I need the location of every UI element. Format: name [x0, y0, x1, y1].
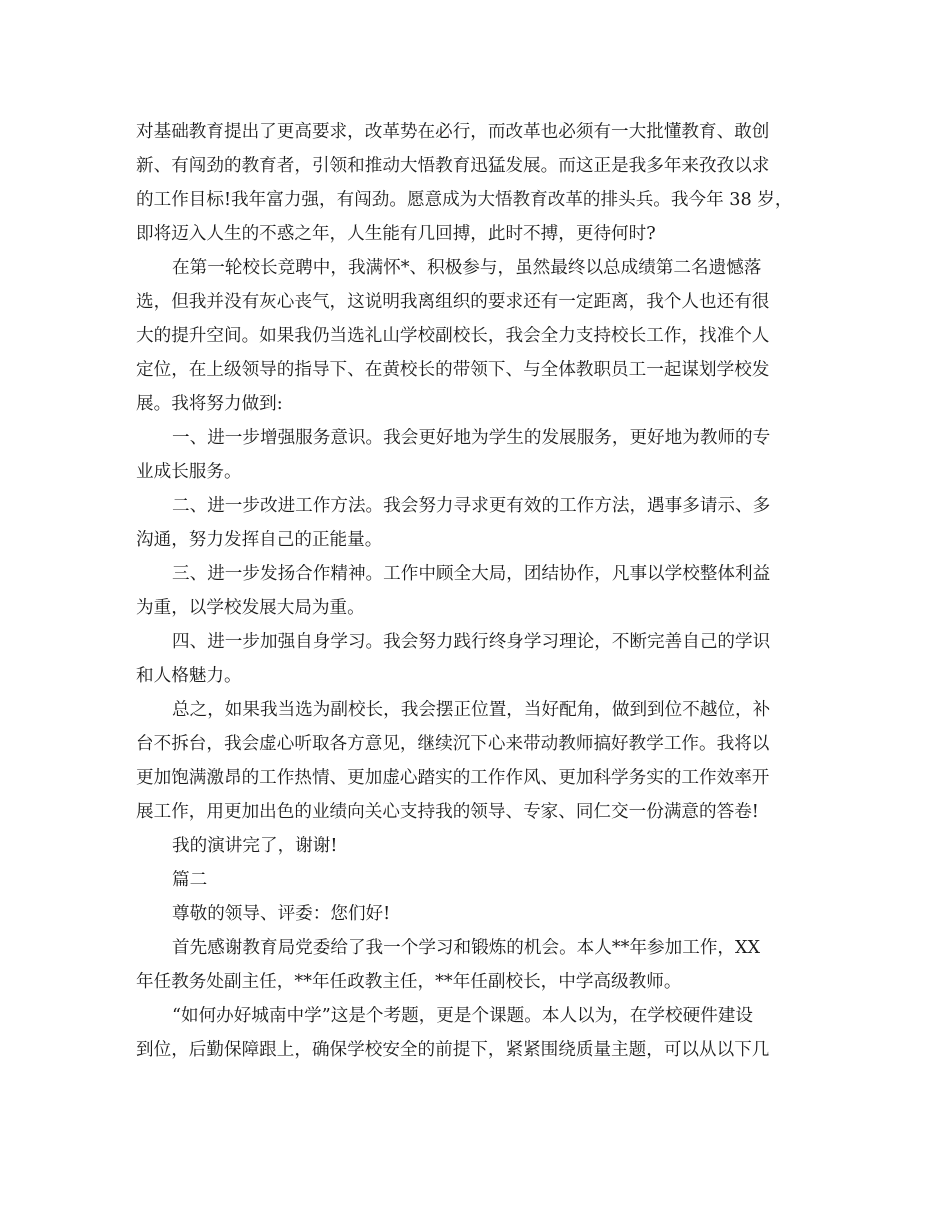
- text-line: 业成长服务。: [136, 462, 242, 482]
- text-line: 三、进一步发扬合作精神。工作中顾全大局，团结协作，凡事以学校整体利益: [172, 564, 771, 584]
- text-line: 总之，如果我当选为副校长，我会摆正位置，当好配角，做到到位不越位，补: [172, 700, 771, 720]
- text-line: 首先感谢教育局党委给了我一个学习和锻炼的机会。本人**年参加工作，XX: [172, 938, 761, 958]
- text-line: 二、进一步改进工作方法。我会努力寻求更有效的工作方法，遇事多请示、多: [172, 496, 771, 516]
- text-line: 新、有闯劲的教育者，引领和推动大悟教育迅猛发展。而这正是我多年来孜孜以求: [136, 156, 770, 176]
- text-line: 展工作，用更加出色的业绩向关心支持我的领导、专家、同仁交一份满意的答卷!: [136, 802, 759, 822]
- text-line: “如何办好城南中学”这是个考题，更是个课题。本人以为，在学校硬件建设: [172, 1006, 753, 1026]
- text-line: 四、进一步加强自身学习。我会努力践行终身学习理论，不断完善自己的学识: [172, 632, 771, 652]
- text-line: 台不拆台，我会虚心听取各方意见，继续沉下心来带动教师搞好教学工作。我将以: [136, 734, 770, 754]
- text-line: 为重，以学校发展大局为重。: [136, 598, 365, 618]
- text-line: 大的提升空间。如果我仍当选礼山学校副校长，我会全力支持校长工作，找准个人: [136, 326, 770, 346]
- text-line: 对基础教育提出了更高要求，改革势在必行，而改革也必须有一大批懂教育、敢创: [136, 122, 770, 142]
- text-line: 到位，后勤保障跟上，确保学校安全的前提下，紧紧围绕质量主题，可以从以下几: [136, 1040, 770, 1060]
- text-line: 展。我将努力做到:: [136, 394, 283, 414]
- text-line: 在第一轮校长竞聘中，我满怀*、积极参与，虽然最终以总成绩第二名遗憾落: [172, 258, 762, 278]
- text-line: 和人格魅力。: [136, 666, 242, 686]
- text-line: 定位，在上级领导的指导下、在黄校长的带领下、与全体教职员工一起谋划学校发: [136, 360, 770, 380]
- text-line: 更加饱满激昂的工作热情、更加虚心踏实的工作作风、更加科学务实的工作效率开: [136, 768, 770, 788]
- section-heading: 篇二: [172, 870, 208, 890]
- salutation: 尊敬的领导、评委：您们好!: [172, 904, 391, 924]
- text-line: 一、进一步增强服务意识。我会更好地为学生的发展服务，更好地为教师的专: [172, 428, 771, 448]
- text-line: 年任教务处副主任，**年任政教主任，**年任副校长，中学高级教师。: [136, 972, 682, 992]
- text-line: 的工作目标!我年富力强，有闯劲。愿意成为大悟教育改革的排头兵。我今年 38 岁，: [136, 190, 793, 210]
- text-line: 我的演讲完了，谢谢!: [172, 836, 338, 856]
- text-line: 选，但我并没有灰心丧气，这说明我离组织的要求还有一定距离，我个人也还有很: [136, 292, 770, 312]
- text-line: 沟通，努力发挥自己的正能量。: [136, 530, 383, 550]
- text-line: 即将迈入人生的不惑之年，人生能有几回搏，此时不搏，更待何时?: [136, 224, 656, 244]
